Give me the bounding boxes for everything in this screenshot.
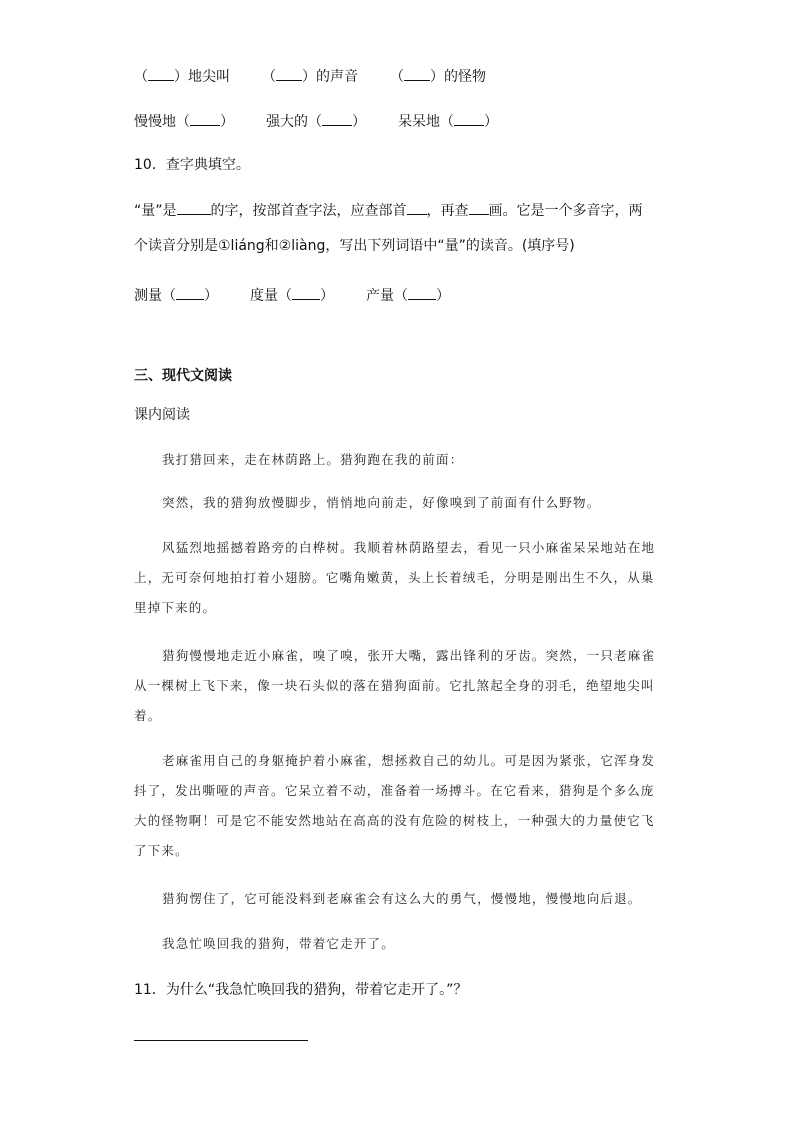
answer-blank[interactable] [322, 111, 352, 126]
answer-blank[interactable] [469, 200, 489, 215]
answer-blank[interactable] [276, 66, 302, 81]
fill-item: （ ）的声音 [262, 69, 358, 85]
answer-blank[interactable] [148, 66, 174, 81]
answer-blank[interactable] [404, 66, 430, 81]
answer-blank[interactable] [292, 285, 320, 300]
answer-blank[interactable] [177, 200, 211, 215]
answer-blank[interactable] [190, 111, 220, 126]
passage-paragraph: 风猛烈地摇撼着路旁的白桦树。我顺着林荫路望去，看见一只小麻雀呆呆地站在地上，无可奈何地拍打着小翅膀。它嘴角嫩黄，头上长着绒毛，分明是刚出生不久，从巢里掉下来的。 [134, 540, 656, 615]
passage-paragraph: 老麻雀用自己的身躯掩护着小麻雀，想拯救自己的幼儿。可是因为紧张，它浑身发抖了，发出嘶哑的声音。它呆立着不动，准备着一场搏斗。在它看来，猎狗是个多么庞大的怪物啊！可是它不能安然地站在高高的没有危险的树枝上，一种强大的力量使它飞了下来。 [134, 753, 656, 858]
fill-row-1 [134, 66, 486, 87]
passage-paragraph: 突然，我的猎狗放慢脚步，悄悄地向前走，好像嗅到了前面有什么野物。 [162, 495, 601, 510]
q10-title: 10．查字典填空。 [134, 157, 250, 173]
fill-item: 强大的（ ） [266, 114, 366, 130]
answer-blank[interactable] [408, 285, 436, 300]
answer-blank[interactable] [454, 111, 484, 126]
section-subheading: 课内阅读 [134, 407, 190, 423]
fill-item: 呆呆地（ ） [398, 114, 498, 130]
section-heading: 三、现代文阅读 [134, 368, 232, 384]
fill-item: 慢慢地（ ） [134, 114, 234, 130]
fill-row-2 [134, 111, 498, 132]
fill-item: 度量（ ） [250, 288, 334, 304]
q10-line-1: “量”是 的字，按部首查字法，应查部首 ，再查 画。它是一个多音字，两 [134, 200, 643, 221]
fill-item: （ ）的怪物 [390, 69, 486, 85]
fill-item: （ ）地尖叫 [134, 69, 230, 85]
answer-line[interactable] [134, 1040, 308, 1041]
fill-item: 测量（ ） [134, 288, 218, 304]
passage-paragraph: 猎狗慢慢地走近小麻雀，嗅了嗅，张开大嘴，露出锋利的牙齿。突然，一只老麻雀从一棵树上飞下来，像一块石头似的落在猎狗面前。它扎煞起全身的羽毛，绝望地尖叫着。 [134, 648, 656, 723]
passage-paragraph: 我急忙唤回我的猎狗，带着它走开了。 [162, 936, 395, 951]
fill-item: 产量（ ） [366, 288, 450, 304]
q10-line-2: 个读音分别是①liáng和②liàng，写出下列词语中“量”的读音。(填序号) [134, 238, 575, 254]
answer-blank[interactable] [176, 285, 204, 300]
passage-paragraph: 猎狗愣住了，它可能没料到老麻雀会有这么大的勇气，慢慢地，慢慢地向后退。 [162, 891, 642, 906]
q10-words [134, 285, 450, 306]
answer-blank[interactable] [407, 200, 427, 215]
q11-question: 11．为什么“我急忙唤回我的猎狗，带着它走开了。”？ [134, 982, 468, 998]
passage-paragraph: 我打猎回来，走在林荫路上。猎狗跑在我的前面： [162, 452, 464, 467]
